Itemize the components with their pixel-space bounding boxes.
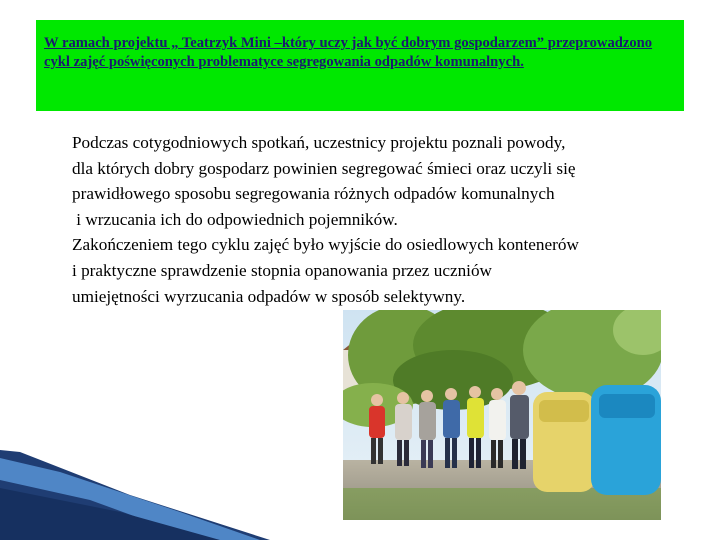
- body-line: i wrzucania ich do odpowiednich pojemników.: [72, 209, 398, 229]
- header-box: [36, 20, 684, 111]
- body-line: umiejętności wyrzucania odpadów w sposób selektywny.: [72, 286, 466, 306]
- body-line: i praktyczne sprawdzenie stopnia opanowania przez uczniów: [72, 260, 492, 280]
- body-text: [72, 130, 692, 309]
- header-text: W ramach projektu „ Teatrzyk Mini –który uczy jak być dobrym gospodarzem” przeprowadzono cykl zajęć poświęconych problematyce segregowania odpadów komunalnych.: [44, 35, 653, 70]
- body-line: dla których dobry gospodarz powinien segregować śmieci oraz uczyli się: [72, 158, 576, 178]
- body-line: prawidłowego sposobu segregowania różnych odpadów komunalnych: [72, 184, 555, 204]
- decorative-swoosh: [0, 450, 300, 540]
- body-line: Zakończeniem tego cyklu zajęć było wyjście do osiedlowych kontenerów: [72, 235, 579, 255]
- group-photo: [343, 310, 661, 520]
- body-line: Podczas cotygodniowych spotkań, uczestnicy projektu poznali powody,: [72, 133, 566, 152]
